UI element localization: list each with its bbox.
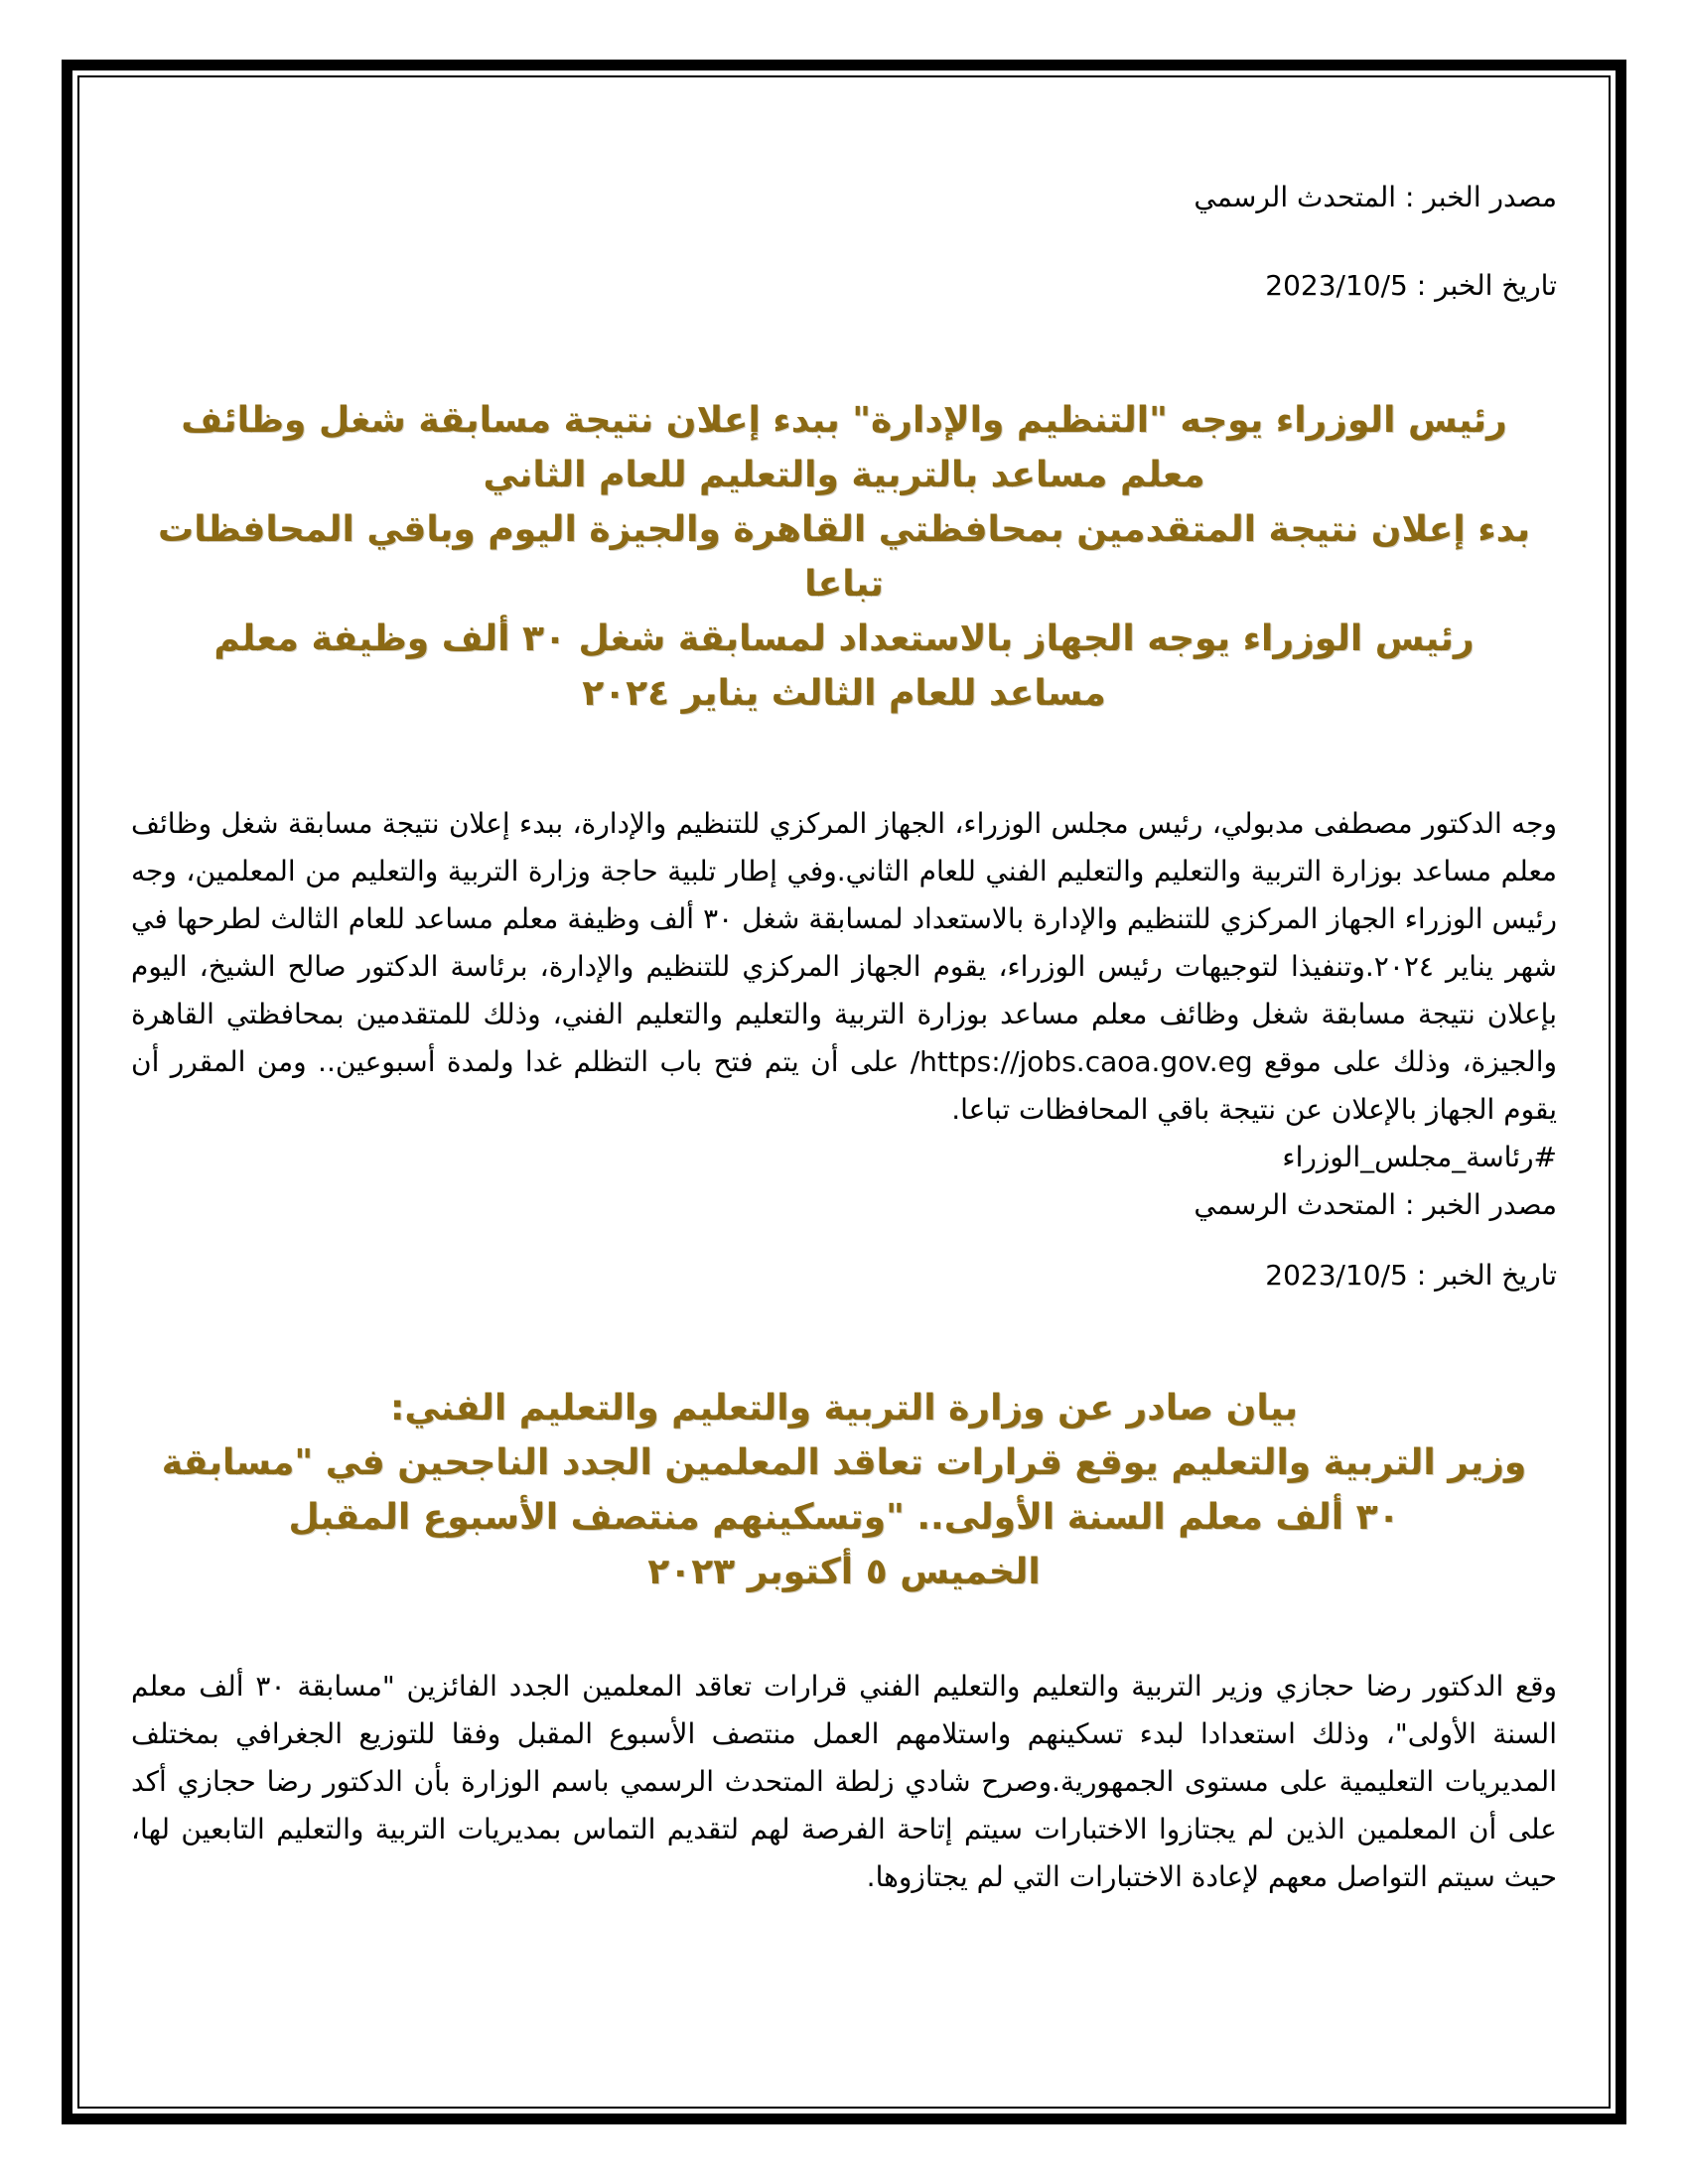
- headline-line: معلم مساعد بالتربية والتعليم للعام الثاني: [483, 455, 1205, 495]
- article1-source-line: مصدر الخبر : المتحدث الرسمي: [1194, 1188, 1557, 1221]
- headline-line: بيان صادر عن وزارة التربية والتعليم والتعليم الفني:: [389, 1388, 1299, 1429]
- jobs-portal-url[interactable]: https://jobs.caoa.gov.eg/: [910, 1045, 1253, 1078]
- document-content: [79, 77, 1609, 1901]
- article1-date-line: تاريخ الخبر : 2023/10/5: [1265, 1259, 1557, 1292]
- article1-headline: [131, 393, 1557, 721]
- headline-line: ٣٠ ألف معلم السنة الأولى.. "وتسكينهم منتصف الأسبوع المقبل: [288, 1497, 1400, 1538]
- headline-line: رئيس الوزراء يوجه الجهاز بالاستعداد لمسابقة شغل ٣٠ ألف وظيفة معلم: [213, 618, 1475, 659]
- headline-line: بدء إعلان نتيجة المتقدمين بمحافظتي القاهرة والجيزة اليوم وباقي المحافظات: [158, 509, 1530, 550]
- headline-line: مساعد للعام الثالث يناير ٢٠٢٤: [582, 673, 1106, 714]
- news-source-line: مصدر الخبر : المتحدث الرسمي: [1194, 181, 1557, 213]
- article1-body-text-after-url: على أن يتم فتح باب التظلم غدا ولمدة أسبوعين.. ومن المقرر أن يقوم الجهاز بالإعلان عن نتيجة باقي المحافظات تباعا.: [131, 1045, 1557, 1126]
- article2-body: وقع الدكتور رضا حجازي وزير التربية والتعليم والتعليم الفني قرارات تعاقد المعلمين الجدد الفائزين "مسابقة ٣٠ ألف معلم السنة الأولى"، وذلك استعدادا لبدء تسكينهم واستلامهم العمل منتصف الأسبوع المقبل وفقا للتوزيع الجغرافي بمختلف المديريات التعليمية على مستوى الجمهورية.وصرح شادي زلطة المتحدث الرسمي باسم الوزارة بأن الدكتور رضا حجازي أكد على أن المعلمين الذين لم يجتازوا الاختبارات سيتم إتاحة الفرصة لهم لتقديم التماس بمديريات التربية والتعليم التابعين لها، حيث سيتم التواصل معهم لإعادة الاختبارات التي لم يجتازوها.: [131, 1670, 1557, 1893]
- page-border-inner: [77, 75, 1611, 2109]
- article1-hashtag: #رئاسة_مجلس_الوزراء: [1282, 1141, 1557, 1173]
- article1-body: [131, 800, 1557, 1134]
- headline-line: تباعا: [804, 564, 884, 605]
- news-date-line: تاريخ الخبر : 2023/10/5: [1265, 269, 1557, 302]
- article1-body-text-before-url: وجه الدكتور مصطفى مدبولي، رئيس مجلس الوزراء، الجهاز المركزي للتنظيم والإدارة، ببدء إعلان نتيجة مسابقة شغل وظائف معلم مساعد بوزارة التربية والتعليم والتعليم الفني للعام الثاني.وفي إطار تلبية حاجة وزارة التربية والتعليم من المعلمين، وجه رئيس الوزراء الجهاز المركزي للتنظيم والإدارة بالاستعداد لمسابقة شغل ٣٠ ألف وظيفة معلم مساعد للعام الثالث لطرحها في شهر يناير ٢٠٢٤.وتنفيذا لتوجيهات رئيس الوزراء، يقوم الجهاز المركزي للتنظيم والإدارة، برئاسة الدكتور صالح الشيخ، اليوم بإعلان نتيجة مسابقة شغل وظائف معلم مساعد بوزارة التربية والتعليم والتعليم الفني، وذلك للمتقدمين بمحافظتي القاهرة والجيزة، وذلك على موقع: [131, 807, 1557, 1078]
- headline-line: رئيس الوزراء يوجه "التنظيم والإدارة" ببدء إعلان نتيجة مسابقة شغل وظائف: [181, 400, 1507, 441]
- article2-headline: [131, 1381, 1557, 1599]
- headline-line: وزير التربية والتعليم يوقع قرارات تعاقد المعلمين الجدد الناجحين في "مسابقة: [161, 1442, 1527, 1483]
- headline-line: الخميس ٥ أكتوبر ٢٠٢٣: [647, 1552, 1041, 1592]
- page-border-outer: [62, 60, 1626, 2124]
